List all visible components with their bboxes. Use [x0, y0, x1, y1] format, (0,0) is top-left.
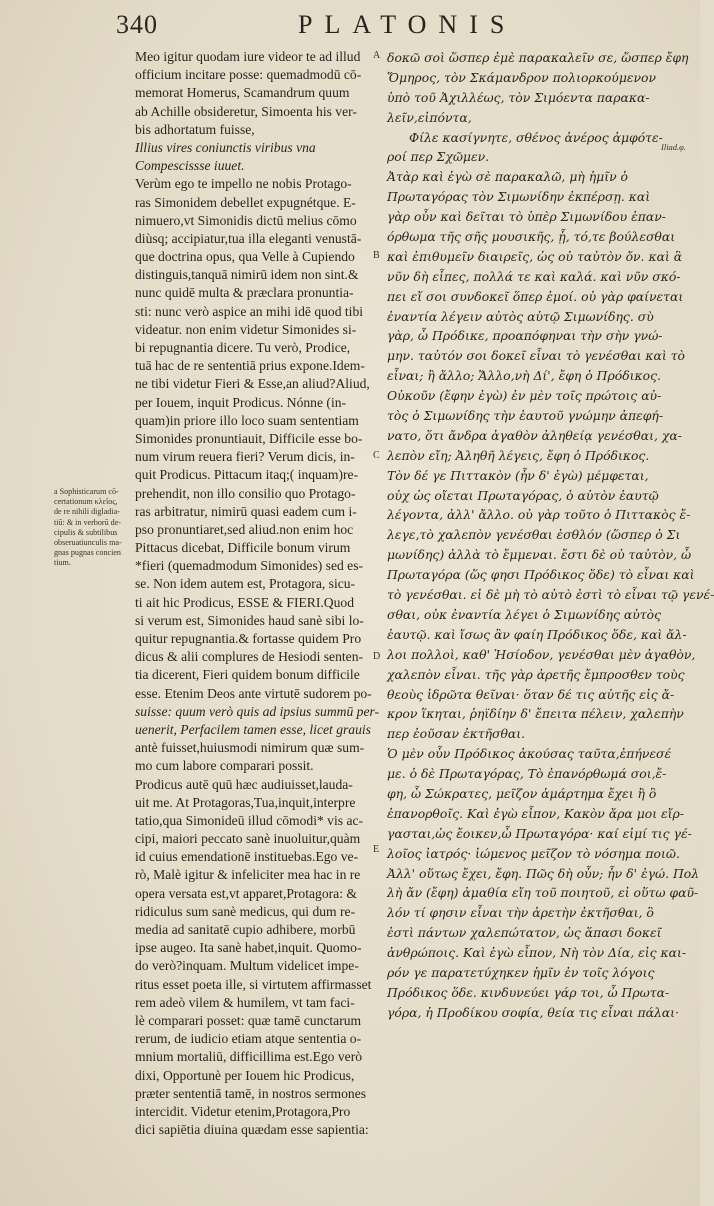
greek-line: λόν τί φησιν εἶναι τὴν ἀρετὴν ἐκτῆσθαι, ὃ: [387, 905, 654, 921]
section-letter-c: C: [373, 450, 380, 461]
section-letter-a: A: [373, 50, 381, 61]
marginal-note-line: obseruatiunculis ma-: [54, 538, 122, 548]
latin-line: quam)in priore illo loco suam sententiam: [135, 412, 359, 428]
greek-line: ρόν γε παρατετύχηκεν ἡμῖν ἐν τοῖς λόγοις: [387, 964, 655, 980]
latin-line: ipse augeo. Ita sanè habet,inquit. Quomo-: [135, 940, 362, 956]
latin-line: ritus esset poeta ille, si virtutem affirmasset: [135, 976, 372, 992]
greek-line: περ ἐοῦσαν ἐκτῆσθαι.: [387, 726, 526, 742]
greek-line: Πρωταγόρας τὸν Σιμωνίδην ἐκπέρσῃ. καὶ: [387, 189, 651, 205]
greek-line: Τὸν δέ γε Πιττακὸν (ἦν δ' ἐγὼ) μέμφεται,: [387, 467, 649, 483]
section-letter-d: D: [373, 651, 381, 662]
greek-line: Οὐκοῦν (ἔφην ἐγὼ) ἐν μὲν τοῖς πρώτοις αὐ-: [387, 388, 662, 404]
greek-line: τὸς ὁ Σιμωνίδης τὴν ἑαυτοῦ γνώμην ἀπεφή-: [387, 408, 664, 424]
latin-line: opera versata est,vt apparet,Protagora: &: [135, 885, 357, 901]
latin-line: Verùm ego te impello ne nobis Protago-: [135, 176, 352, 192]
greek-line: Φίλε κασίγνητε, σθένος ἀνέρος ἀμφότε-: [409, 129, 663, 145]
latin-line: ne tibi videtur Fieri & Esse,an aliud?Aliud,: [135, 376, 370, 392]
greek-line: λεῖν,εἰπόντα,: [387, 109, 472, 125]
latin-line: cipi, maiori peccato sanè inuoluitur,quàm: [135, 831, 361, 847]
greek-line: Ὁ μὲν οὖν Πρόδικος ἀκούσας ταῦτα,ἐπήνεσέ: [387, 746, 672, 762]
latin-line: ras arbitratur, nimirū quasi eadem cum i-: [135, 503, 357, 519]
greek-line: Ὅμηρος, τὸν Σκάμανδρον πολιορκούμενον: [387, 69, 657, 85]
greek-line: οὐχ ὡς οἴεται Πρωταγόρας, ὁ αὐτὸν ἑαυτῷ: [387, 487, 659, 503]
latin-line: distinguis,tanquā nimirū idem non sint.&: [135, 267, 359, 283]
latin-line: prehendit, non illo consilio quo Protago-: [135, 485, 356, 501]
marginal-note-line: gnas pugnas concien: [54, 548, 121, 558]
latin-line: tia dicerent, Fieri quidem bonum difficile: [135, 667, 360, 683]
latin-line: uit me. At Protagoras,Tua,inquit,interpre: [135, 794, 356, 810]
marginal-note-line: a Sophisticarum cō-: [54, 487, 119, 496]
latin-line: pso pronuntiaret,sed aliud.non enim hoc: [135, 521, 354, 537]
latin-translation-column: [135, 48, 380, 1139]
greek-line: ροί περ Σχῶμεν.: [387, 149, 490, 165]
greek-line: λοι πολλοὶ, καθ' Ἡσίοδον, γενέσθαι μὲν ἀγαθὸν,: [387, 646, 696, 662]
greek-line: λεπὸν εἴη; Ἀληθῆ λέγεις, ἔφη ὁ Πρόδικος.: [387, 447, 650, 463]
greek-line: ὑπὸ τοῦ Ἀχιλλέως, τὸν Σιμόεντα παρακα-: [387, 89, 650, 105]
greek-line: φη, ὦ Σώκρατες, μεῖζον ἁμάρτημα ἔχει ἢ ὃ: [387, 785, 657, 801]
latin-line: rem adeò vilem & humilem, vt tam faci-: [135, 994, 355, 1010]
latin-line: quit Prodicus. Pittacum itaq;( inquam)re-: [135, 467, 359, 483]
greek-line: θεοὺς ἱδρῶτα θεῖναι· ὅταν δέ τις αὐτῆς εἰς ἄ-: [387, 686, 675, 702]
greek-line: γὰρ οὖν καὶ δεῖται τὸ ὑπὲρ Σιμωνίδου ἐπαν-: [387, 209, 666, 225]
section-letter-b: B: [373, 250, 380, 261]
latin-line: rò, Malè igitur & infeliciter mea hac in re: [135, 867, 361, 883]
marginal-note-line: certationum κλεῖος,: [54, 497, 118, 507]
latin-line: si verum est, Simonides haud sanè sibi lo-: [135, 612, 364, 628]
latin-line: num virum reuera fieri? Verum dicis, in-: [135, 449, 355, 465]
latin-line: officium incitare posse: quemadmodū cō-: [135, 67, 362, 83]
latin-line: ras Simonidem debellet expugnétque. E-: [135, 194, 356, 210]
greek-line: πει εἴ σοι συνδοκεῖ ὅπερ ἐμοί. οὐ γὰρ φαίνεται: [387, 288, 684, 304]
greek-line: γὰρ, ὦ Πρόδικε, προαπόφηναι τὴν σὴν γνώ-: [387, 328, 663, 344]
greek-line: λεγε,τὸ χαλεπὸν γενέσθαι ἐσθλόν (ὥσπερ ὁ Σι: [387, 527, 681, 543]
latin-line: se. Non idem autem est, Protagora, sicu-: [135, 576, 356, 592]
greek-line: τὸ γενέσθαι. εἰ δὲ μὴ τὸ αὐτὸ ἐστὶ τὸ εἶναι τῷ γενέ-: [387, 587, 714, 603]
latin-line: ridiculus sum sanè medicus, qui dum re-: [135, 903, 356, 919]
greek-line: μην. ταὐτόν σοι δοκεῖ εἶναι τὸ γενέσθαι καὶ τὸ: [387, 348, 686, 364]
latin-line: nimuero,vt Simonidis dictū melius cōmo: [135, 212, 357, 228]
greek-line: Ἀλλ' οὕτως ἔχει, ἔφη. Πῶς δὴ οὖν; ἦν δ' ἐγώ. Πολ: [387, 865, 700, 881]
latin-line: sti: nunc verò aspice an mihi idē quod tibi: [135, 303, 364, 319]
marginal-note-line: tium.: [54, 558, 71, 568]
margin-citation: Iliad.φ.: [661, 142, 687, 152]
latin-line: uenerit, Perfacilem tamen esse, licet grauis: [135, 721, 371, 737]
latin-line: Compescissse iuuet.: [135, 158, 245, 174]
latin-line: do verò?inquam. Multum videlicet impe-: [135, 958, 359, 974]
latin-line: Prodicus autē quū hæc audiuisset,lauda-: [135, 776, 353, 792]
greek-line: εἶναι; ἢ ἄλλο; Ἄλλο,νὴ Δί', ἔφη ὁ Πρόδικος.: [387, 368, 661, 384]
greek-line: λοῖος ἰατρός· ἰώμενος μεῖζον τὸ νόσημα ποιῶ.: [387, 845, 680, 861]
running-title: PLATONIS: [298, 10, 517, 39]
latin-line: memorat Homerus, Scamandrum quum: [135, 85, 350, 101]
greek-line: λὴ ἄν (ἔφη) ἀμαθία εἴη τοῦ ποιητοῦ, εἰ οὕτω φαῦ-: [387, 885, 699, 901]
latin-line: per Iouem, inquit Prodicus. Nónne (in-: [135, 394, 347, 410]
latin-line: id cuius emendationē instituebas.Ego ve-: [135, 849, 359, 865]
marginal-note-line: de re nihili digladia-: [54, 507, 120, 517]
latin-line: dici sapiētia diuina quædam esse sapientia:: [135, 1122, 369, 1138]
latin-line: intercidit. Videtur etenim,Protagora,Pro: [135, 1103, 351, 1119]
greek-line: καὶ ἐπιθυμεῖν διαιρεῖς, ὡς οὐ ταὐτὸν ὄν. καὶ ἃ: [387, 248, 683, 264]
latin-line: diùsq; accipiatur,tua illa eleganti venustā-: [135, 230, 362, 246]
greek-line: Ἀτὰρ καὶ ἐγὼ σὲ παρακαλῶ, μὴ ἡμῖν ὁ: [387, 169, 628, 185]
latin-line: dicus & alii complures de Hesiodi senten-: [135, 649, 364, 665]
greek-line: ἐπανορθοῖς. Καὶ ἐγὼ εἶπον, Κακὸν ἄρα μοι εἴρ-: [387, 805, 684, 821]
latin-line: quitur repugnantia.& fortasse quidem Pro: [135, 631, 362, 646]
greek-line: όρθωμα τῆς σῆς μουσικῆς, ᾗ, τό,τε βούλεσθαι: [387, 229, 676, 245]
marginal-note-line: cipulis & subtilibus: [54, 527, 118, 537]
latin-line: tuā hac de re sententiā prius expone.Idem-: [135, 358, 365, 374]
greek-line: λέγοντα, ἀλλ' ἄλλο. οὐ γὰρ τοῦτο ὁ Πιττακὸς ἔ-: [387, 507, 691, 523]
latin-line: Simonides pronuntiauit, Difficile esse bo-: [135, 430, 363, 446]
latin-line: ab Achille obsideretur, Simoenta his ver-: [135, 103, 357, 119]
latin-line: mo cum labore comparari possit.: [135, 758, 314, 774]
greek-line: νατο, ὅτι ἄνδρα ἀγαθὸν ἀληθείᾳ γενέσθαι, χα-: [387, 427, 682, 443]
latin-line: antè fuisset,huiusmodi nimirum quæ sum-: [135, 740, 365, 756]
section-letter-e: E: [373, 844, 380, 855]
greek-line: Πρωταγόρα (ὥς φησι Πρόδικος ὅδε) τὸ εἶναι καὶ: [387, 567, 695, 583]
greek-line: χαλεπὸν εἶναι. τῆς γὰρ ἀρετῆς ἔμπροσθεν τοὺς: [387, 666, 685, 682]
latin-line: media ad sanitatē cupio adhibere, morbū: [135, 922, 356, 937]
greek-line: μωνίδης) ἀλλὰ τὸ ἔμμεναι. ἔστι δὲ οὐ ταὐτὸν, ὦ: [387, 547, 692, 563]
latin-line: esse. Etenim Deos ante virtutē sudorem po-: [135, 685, 372, 701]
latin-line: Illius vires coniunctis viribus vna: [135, 139, 316, 155]
greek-line: ἐναντία λέγειν αὐτὸς αὑτῷ Σιμωνίδης. σὺ: [387, 308, 654, 324]
latin-line: que doctrina opus, qua Velle à Cupiendo: [135, 249, 355, 265]
latin-line: Pittacus dicebat, Difficile bonum virum: [135, 540, 351, 556]
page-header: [0, 4, 700, 44]
page-number: 340: [116, 10, 158, 39]
latin-line: bi repugnantia dicere. Tu verò, Prodice,: [135, 340, 351, 355]
latin-line: suisse: quum verò quis ad ipsius summū per-: [135, 703, 380, 719]
greek-line: δοκῶ σοὶ ὥσπερ ἐμὲ παρακαλεῖν σε, ὥσπερ ἔφη: [387, 50, 689, 65]
latin-line: nunc quidē multa & præclara pronuntia-: [135, 285, 354, 301]
greek-line: ἀνθρώποις. Καὶ ἐγὼ εἶπον, Νὴ τὸν Δία, εἰς και-: [387, 945, 687, 961]
greek-line: κρον ἵκηται, ῥηϊδίην δ' ἔπειτα πέλειν, χαλεπὴν: [387, 706, 684, 722]
latin-line: *fieri (quemadmodum Simonides) sed es-: [135, 558, 364, 574]
latin-line: rerum, de iudicio etiam atque sententia o-: [135, 1031, 362, 1047]
latin-line: lè comparari posset: quæ tamē cunctarum: [135, 1012, 362, 1028]
greek-line: ἐστὶ πάντων χαλεπώτατον, ὡς ἅπασι δοκεῖ: [387, 925, 662, 941]
latin-line: videatur. non enim videtur Simonides si-: [135, 321, 357, 337]
marginal-note-line: tiū: & in verborū de-: [54, 517, 121, 527]
greek-line: Πρόδικος ὅδε. κινδυνεύει γάρ τοι, ὦ Πρωτα-: [387, 984, 670, 1000]
greek-line: με. ὁ δὲ Πρωταγόρας, Τὸ ἐπανόρθωμά σοι,ἔ-: [387, 766, 667, 782]
greek-line: νῦν δὴ εἶπες, πολλά τε καὶ καλά. καὶ νῦν σκό-: [387, 268, 681, 284]
marginal-note: [54, 487, 132, 569]
greek-line: σθαι, οὐκ ἐναντία λέγει ὁ Σιμωνίδης αὐτὸς: [387, 606, 662, 622]
greek-line: γόρα, ἡ Προδίκου σοφία, θεία τις εἶναι πάλαι·: [387, 1004, 679, 1020]
latin-line: Meo igitur quodam iure videor te ad illud: [135, 49, 361, 64]
latin-line: ti ait hic Prodicus, ESSE & FIERI.Quod: [135, 594, 355, 610]
latin-line: bis adhortatum fuisse,: [135, 121, 255, 137]
greek-line: γασται,ὡς ἔοικεν,ὦ Πρωταγόρα· καί εἰμί τις γέ-: [387, 825, 692, 841]
latin-line: tatio,qua Simonideū illud cōmodi* vis ac-: [135, 812, 364, 828]
latin-line: mnium mortaliū, difficillima est.Ego verò: [135, 1049, 363, 1065]
latin-line: dixi, Opportunè per Iouem hic Prodicus,: [135, 1067, 355, 1083]
greek-line: ἑαυτῷ. καὶ ἴσως ἂν φαίη Πρόδικος ὅδε, καὶ ἄλ-: [387, 626, 687, 642]
latin-line: præter sententiā tamē, in nostros sermones: [135, 1085, 367, 1101]
